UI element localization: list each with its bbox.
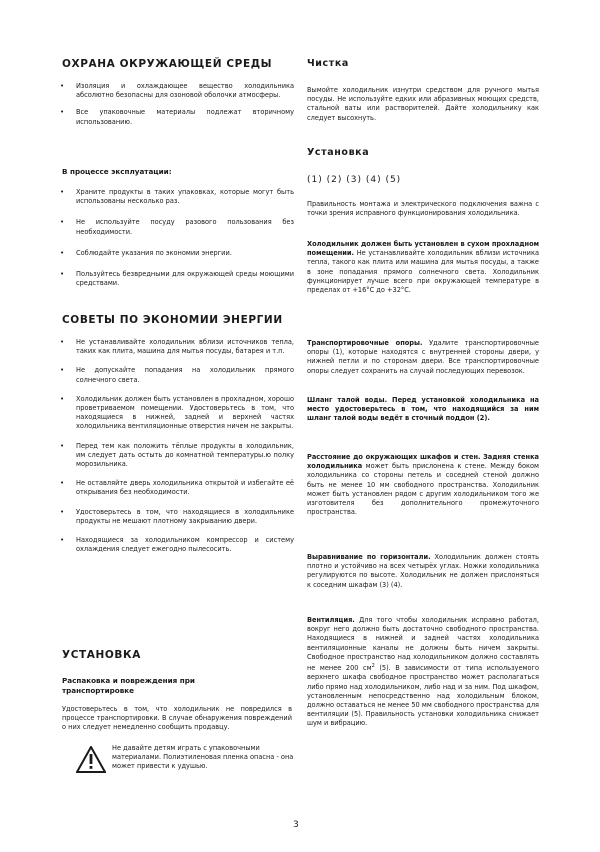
- list-item: • Соблюдайте указания по экономии энергии.: [60, 248, 232, 257]
- distance-lead: Расстояние до окружающих шкафов и стен.: [307, 453, 481, 461]
- dry-room-text: Не устанавливайте холодильник вблизи источника тепла, такого как плита или машина для мытья посуды, а также в зоне попадания прямого солнечного света. Холодильник функционирует лучше всего при окружающей температуре в пределах от +16°С до +32°С.: [307, 249, 539, 295]
- level-text: Холодильник должен стоять плотно и устойчиво на всех четырёх углах. Ножки холодильника регулируются по высоте. Холодильник не должен прислоняться к соседним шкафам (3) (4).: [307, 553, 539, 589]
- dry-room-paragraph: [307, 240, 539, 295]
- list-item: • Холодильник должен быть установлен в прохладном, хорошо проветриваемом помещении. Удостоверьтесь в том, что находящиеся в нижней, задней и верхней частях холодильника вентиляционные отверстия ничем не закрыты.: [60, 394, 295, 431]
- list-item: • Не оставляйте дверь холодильника открытой и избегайте её открывания без необходимости.: [60, 479, 294, 497]
- transport-paragraph: [307, 339, 539, 376]
- damage-subtitle-line-2: транспортировке: [62, 686, 135, 695]
- hose-lead: Шланг талой воды. Перед установкой холодильника на место удостоверьтесь в том, что находящийся за ним шланг талой воды ведёт в сточный поддон (2).: [307, 396, 539, 423]
- ventilation-text-b: (5). В зависимости от типа используемого верхнего шкафа свободное пространство может располагаться либо прямо над холодильником, либо над и за ним. Под шкафом, установленным непосредственно над холодильным блоком, должно оставаться не менее 50 мм свободного пространства для вентиляции (5). Правильность установки холодильника снижает шум и вибрацию.: [307, 664, 540, 728]
- cleaning-title: Чистка: [307, 58, 349, 69]
- install-figure-refs: (1) (2) (3) (4) (5): [307, 175, 402, 185]
- level-paragraph: [307, 553, 539, 590]
- damage-paragraph: Удостоверьтесь в том, что холодильник не повредился в процессе транспортировки. В случае обнаружения повреждений о них следует немедленно сообщить продавцу.: [62, 705, 292, 732]
- list-item: • Находящиеся за холодильником компрессор и систему охлаждения следует ежегодно пылесосить.: [60, 536, 294, 554]
- cleaning-paragraph: Вымойте холодильник изнутри средством для ручного мытья посуды. Не используйте едких или абразивных моющих средств, стальной ваты или растворителей. Дайте холодильнику как следует высохнуть.: [307, 86, 539, 122]
- list-item: • Пользуйтесь безвредными для окружающей среды моющими средствами.: [60, 270, 294, 288]
- ventilation-sup: 2: [371, 663, 375, 670]
- list-item: • Перед тем как положить тёплые продукты в холодильник, им следует дать остыть до комнатной температуры.ю полку морозильника.: [60, 441, 294, 469]
- damage-subtitle-line-1: Распаковка и повреждения при: [62, 676, 195, 685]
- transport-lead: Транспортировочные опоры.: [307, 339, 423, 347]
- list-item: • Не допускайте попадания на холодильник прямого солнечного света.: [60, 366, 294, 384]
- ventilation-text-a: Для того чтобы холодильник исправно работал, вокруг него должно быть достаточно свободного пространства. Находящиеся в нижней и задней частях холодильника вентиляционные каналы не должны быть ничем закрыты. Свободное пространство над холодильником должно составлять не менее 200 см: [307, 616, 539, 673]
- install-intro: Правильность монтажа и электрического подключения важна с точки зрения исправного функционирования холодильника.: [307, 200, 539, 218]
- operation-list: [54, 188, 294, 288]
- distance-paragraph: [307, 453, 539, 517]
- install-title: Установка: [307, 147, 370, 158]
- ventilation-lead: Вентиляция.: [307, 616, 355, 624]
- list-item: • Храните продукты в таких упаковках, которые могут быть использованы несколько раз.: [60, 188, 294, 206]
- warning-block: [62, 744, 294, 772]
- dry-room-lead: Холодильник должен быть установлен в сухом прохладном помещении.: [307, 240, 539, 258]
- transport-text: Удалите транспортировочные опоры (1), которые находятся с внутренней стороны двери, у нижней петли и по сторонам двери. Все транспортировочные опоры следует сохранить на случай последующих перевозок.: [307, 339, 539, 375]
- list-item: • Не устанавливайте холодильник вблизи источников тепла, таких как плита, машина для мытья посуды, батарея и т.п.: [60, 338, 294, 356]
- damage-subtitle: [62, 676, 292, 696]
- list-item: • Не используйте посуду разового пользования без необходимости.: [60, 218, 294, 236]
- distance-text-bold: Задняя стенка холодильника: [307, 453, 539, 471]
- eco-section-title: ОХРАНА ОКРУЖАЮЩЕЙ СРЕДЫ: [62, 58, 273, 70]
- warning-text: Не давайте детям играть с упаковочными материалами. Полиэтиленовая пленка опасна - она может привести к удушью.: [112, 744, 294, 771]
- list-item: • Все упаковочные материалы подлежат вторичному использованию.: [60, 108, 294, 126]
- distance-text: может быть прислонена к стене. Между боком холодильника со стороны петель и соседней стеной должно быть не менее 10 мм свободного пространства. Холодильник может быть установлен рядом с другим холодильником того же изготовителя без дополнительного промежуточного пространства.: [307, 462, 539, 517]
- energy-section-title: СОВЕТЫ ПО ЭКОНОМИИ ЭНЕРГИИ: [62, 314, 283, 326]
- install-section-title: УСТАНОВКА: [62, 649, 141, 661]
- ventilation-paragraph: [307, 616, 539, 729]
- warning-triangle-icon: [76, 746, 106, 773]
- list-item: • Удостоверьтесь в том, что находящиеся в холодильнике продукты не мешают плотному закрыванию двери.: [60, 507, 294, 525]
- page-number: 3: [293, 820, 299, 830]
- energy-list: [54, 338, 294, 554]
- level-lead: Выравнивание по горизонтали.: [307, 553, 431, 561]
- operation-subtitle: В процессе эксплуатации:: [62, 167, 172, 176]
- list-item: • Изоляция и охлаждающее вещество холодильника абсолютно безопасны для озоновой оболочки атмосферы.: [60, 82, 294, 100]
- hose-paragraph: [307, 396, 539, 424]
- eco-list: [54, 82, 294, 127]
